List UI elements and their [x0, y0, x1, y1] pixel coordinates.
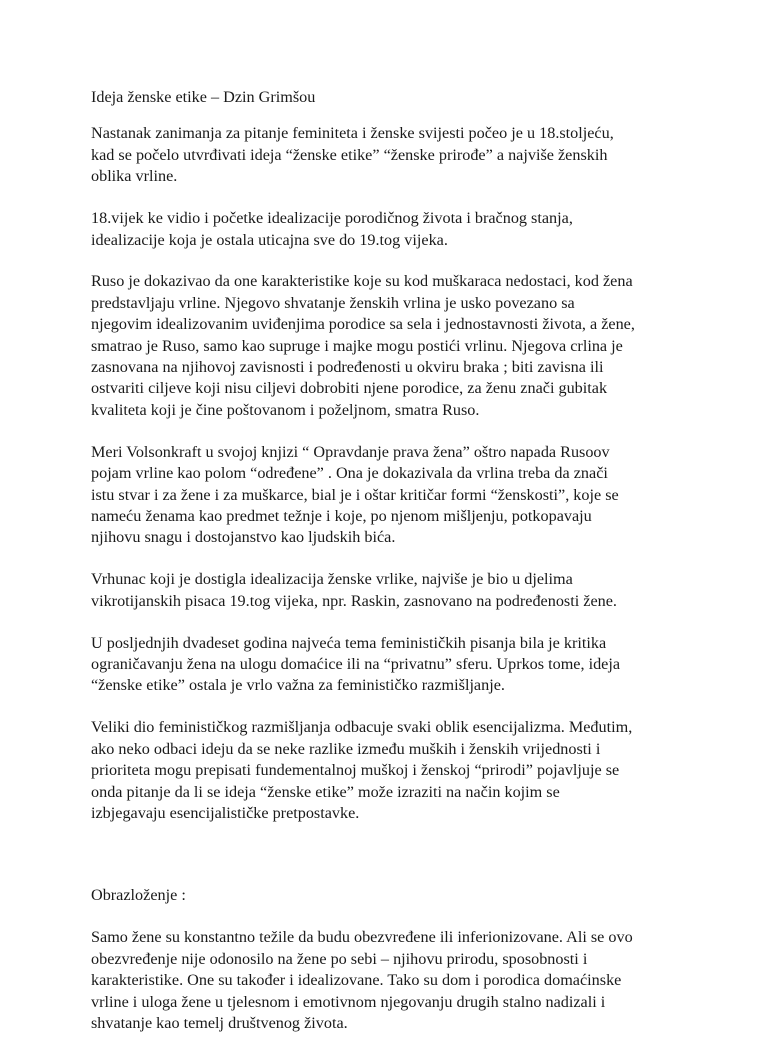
text-line: vikrotijanskih pisaca 19.tog vijeka, npr. Raskin, zasnovano na podređenosti žene.	[91, 591, 617, 610]
text-line: prioriteta mogu prepisati fundementalnoj muškoj i ženskoj “prirodi” pojavljuje se	[91, 761, 620, 780]
paragraph-4	[91, 442, 691, 549]
text-line: Nastanak zanimanja za pitanje feminiteta i ženske svijesti počeo je u 18.stoljeću,	[91, 124, 614, 143]
text-line: shvatanje kao temelj društvenog života.	[91, 1013, 348, 1032]
text-line: U posljednjih dvadeset godina najveća tema feminističkih pisanja bila je kritika	[91, 633, 607, 652]
text-line: smatrao je Ruso, samo kao supruge i majke mogu postići vrlinu. Njegova crlina je	[91, 336, 623, 355]
text-line: ograničavanju žena na ulogu domaćice ili na “privatnu” sferu. Uprkos tome, ideja	[91, 655, 621, 674]
text-line: zasnovana na njihovoj zavisnosti i podređenosti u okviru braka ; biti zavisna ili	[91, 358, 604, 377]
text-line: “ženske etike” ostala je vrlo važna za feminističko razmišljanje.	[91, 676, 505, 695]
text-line: istu stvar i za žene i za muškarce, bial je i oštar kritičar formi “ženskosti”, koje se	[91, 485, 619, 504]
closing-paragraph	[91, 927, 691, 1034]
text-line: idealizacije koja je ostala uticajna sve do 19.tog vijeka.	[91, 230, 448, 249]
text-line: ostvariti ciljeve koji nisu ciljevi dobrobiti njene porodice, za ženu znači gubitak	[91, 379, 608, 398]
blank-space	[91, 845, 691, 885]
paragraph-6	[91, 633, 691, 697]
section-heading-text: Obrazloženje :	[91, 885, 186, 904]
title-text: Ideja ženske etike – Dzin Grimšou	[91, 88, 316, 106]
text-line: nameću ženama kao predmet težnje i koje, po njenom mišljenju, potkopavaju	[91, 507, 592, 525]
text-line: njihovu snagu i dostojanstvo kao ljudskih bića.	[91, 528, 396, 547]
text-line: njegovim idealizovanim uviđenjima porodice sa sela i jednostavnosti života, a žene,	[91, 315, 635, 334]
paragraph-2	[91, 208, 691, 251]
text-line: onda pitanje da li se ideja “ženske etike” može izraziti na način kojim se	[91, 782, 560, 801]
text-line: izbjegavaju esencijalističke pretpostavke.	[91, 803, 360, 822]
text-line: Vrhunac koji je dostigla idealizacija ženske vrlike, najviše je bio u djelima	[91, 570, 573, 589]
text-line: Ruso je dokazivao da one karakteristike koje su kod muškaraca nedostaci, kod žena	[91, 272, 633, 291]
text-line: pojam vrline kao polom “određene” . Ona je dokazivala da vrlina treba da znači	[91, 464, 608, 483]
text-line: kvaliteta koji je čine poštovanom i poželjnom, smatra Ruso.	[91, 400, 480, 419]
text-line: Veliki dio feminističkog razmišljanja odbacuje svaki oblik esencijalizma. Međutim,	[91, 718, 633, 737]
text-line: karakteristike. One su također i idealizovane. Tako su dom i porodica domaćinske	[91, 971, 622, 990]
text-line: obezvređenje nije odonosilo na žene po sebi – njihovu prirodu, sposobnosti i	[91, 949, 588, 968]
paragraph-7	[91, 717, 691, 824]
text-line: Meri Volsonkraft u svojoj knjizi “ Opravdanje prava žena” oštro napada Rusoov	[91, 442, 610, 461]
document-title	[91, 87, 691, 108]
text-line: vrline i uloga žene u tjelesnom i emotivnom njegovanju drugih stalno nadizali i	[91, 992, 606, 1011]
paragraph-3	[91, 271, 691, 421]
text-line: Samo žene su konstantno težile da budu obezvređene ili inferionizovane. Ali se ovo	[91, 928, 633, 947]
paragraph-5	[91, 569, 691, 612]
text-line: oblika vrline.	[91, 167, 178, 186]
paragraph-1	[91, 123, 691, 187]
text-line: 18.vijek ke vidio i početke idealizacije porodičnog života i bračnog stanja,	[91, 209, 573, 228]
section-heading	[91, 885, 691, 906]
text-line: predstavljaju vrline. Njegovo shvatanje ženskih vrlina je usko povezano sa	[91, 293, 575, 312]
text-line: kad se počelo utvrđivati ideja “ženske etike” “ženske prirođe” a najviše ženskih	[91, 145, 608, 164]
text-line: ako neko odbaci ideju da se neke razlike između muških i ženskih vrijednosti i	[91, 739, 601, 758]
document-body	[91, 87, 691, 1055]
